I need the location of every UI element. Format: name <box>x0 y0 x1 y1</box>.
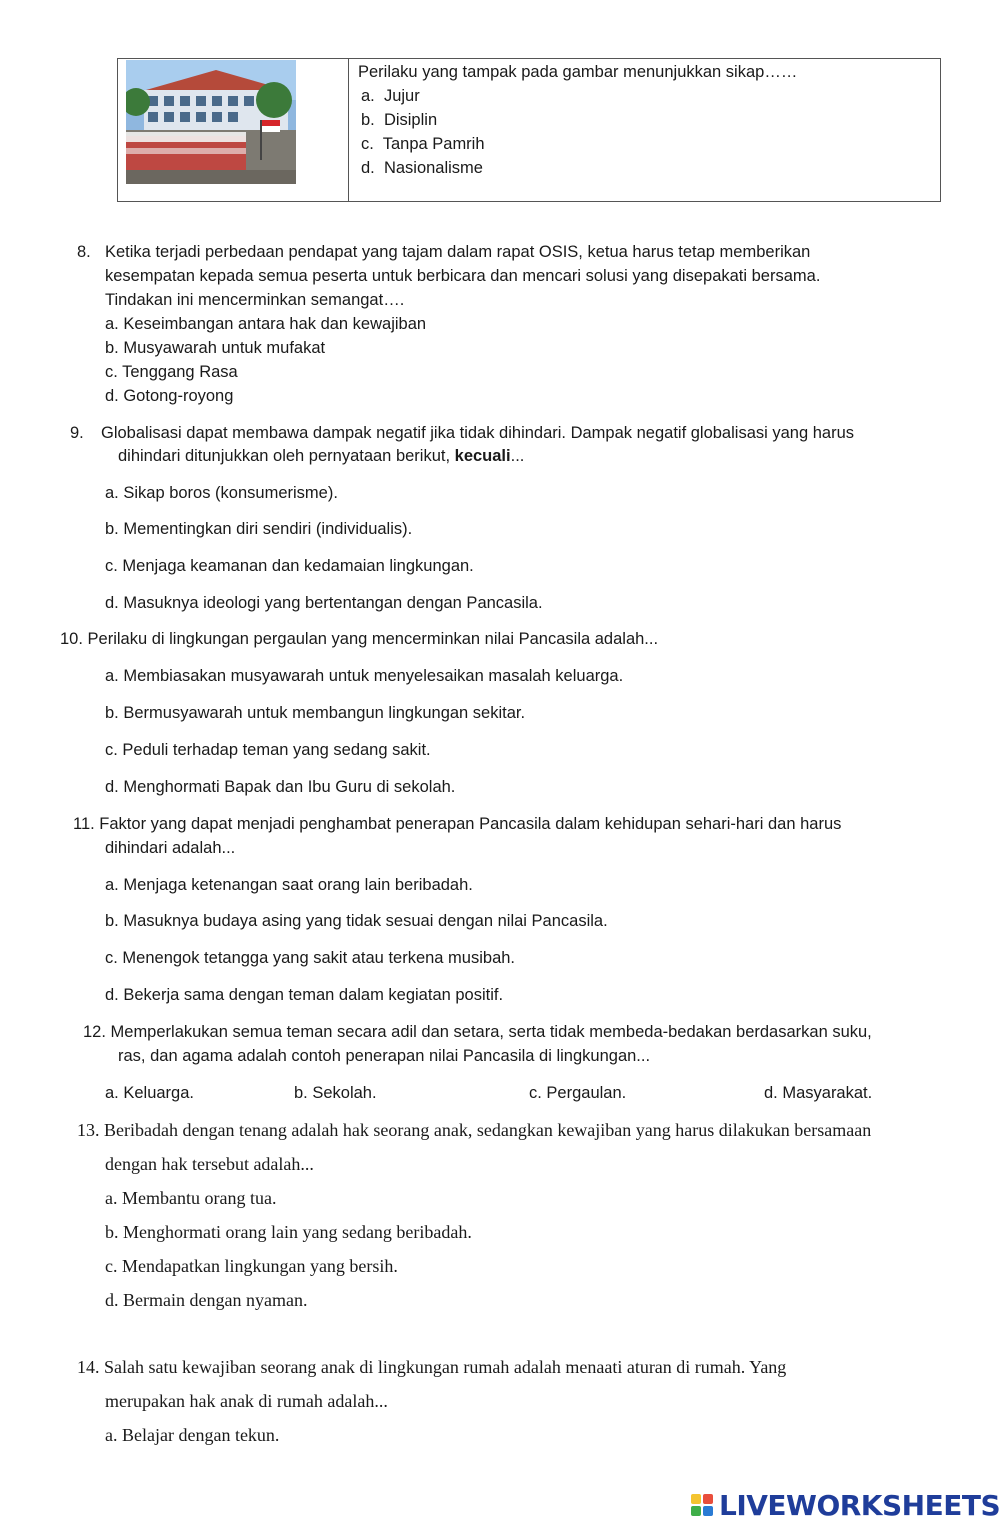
logo-square-red <box>703 1494 713 1504</box>
logo-wordmark: LIVEWORKSHEETS <box>719 1488 1000 1522</box>
q9-option-c: c. Menjaga keamanan dan kedamaian lingkungan. <box>105 557 474 575</box>
q11-option-a: a. Menjaga ketenangan saat orang lain beribadah. <box>105 876 473 894</box>
q9-line-1: Globalisasi dapat membawa dampak negatif jika tidak dihindari. Dampak negatif globalisasi yang harus <box>101 424 855 442</box>
q8-option-c: c. Tenggang Rasa <box>105 363 238 381</box>
q10-question: 10. Perilaku di lingkungan pergaulan yang mencerminkan nilai Pancasila adalah... <box>60 630 659 648</box>
logo-grid-icon <box>691 1494 713 1516</box>
q8-option-b: b. Musyawarah untuk mufakat <box>105 339 326 357</box>
q12-option-d: d. Masyarakat. <box>764 1084 873 1102</box>
q12-option-b: b. Sekolah. <box>294 1084 377 1102</box>
q14-option-a: a. Belajar dengan tekun. <box>105 1425 280 1445</box>
logo-square-green <box>691 1506 701 1516</box>
q8-number: 8. <box>77 243 91 261</box>
q8-option-a: a. Keseimbangan antara hak dan kewajiban <box>105 315 427 333</box>
q12-option-c: c. Pergaulan. <box>529 1084 627 1102</box>
q12-line-1: 12. Memperlakukan semua teman secara adil dan setara, serta tidak membeda-bedakan berdasarkan suku, <box>83 1023 872 1041</box>
liveworksheets-logo <box>691 1487 1000 1523</box>
q9-number: 9. <box>70 424 84 442</box>
q7-option-c: c. Tanpa Pamrih <box>361 135 485 153</box>
table-divider <box>348 59 349 201</box>
q9-option-d: d. Masuknya ideologi yang bertentangan dengan Pancasila. <box>105 594 543 612</box>
q10-option-a: a. Membiasakan musyawarah untuk menyelesaikan masalah keluarga. <box>105 667 624 685</box>
q13-option-c: c. Mendapatkan lingkungan yang bersih. <box>105 1256 398 1276</box>
logo-square-blue <box>703 1506 713 1516</box>
q14-line-1: 14. Salah satu kewajiban seorang anak di lingkungan rumah adalah menaati aturan di rumah. Yang <box>77 1357 787 1377</box>
q9-emphasis: kecuali <box>454 447 511 465</box>
q12-line-2: ras, dan agama adalah contoh penerapan nilai Pancasila di lingkungan... <box>118 1047 651 1065</box>
logo-square-yellow <box>691 1494 701 1504</box>
q8-line-2: kesempatan kepada semua peserta untuk berbicara dan mencari solusi yang disepakati bersama. <box>105 267 821 285</box>
q10-option-b: b. Bermusyawarah untuk membangun lingkungan sekitar. <box>105 704 526 722</box>
q12-option-a: a. Keluarga. <box>105 1084 194 1102</box>
q11-option-c: c. Menengok tetangga yang sakit atau terkena musibah. <box>105 949 516 967</box>
q8-line-1: Ketika terjadi perbedaan pendapat yang tajam dalam rapat OSIS, ketua harus tetap memberikan <box>105 243 811 261</box>
q8-line-3: Tindakan ini mencerminkan semangat…. <box>105 291 405 309</box>
q10-option-c: c. Peduli terhadap teman yang sedang sakit. <box>105 741 431 759</box>
q13-line-2: dengan hak tersebut adalah... <box>105 1154 314 1174</box>
q7-option-b: b. Disiplin <box>361 111 438 129</box>
school-flag-ceremony-photo <box>126 60 296 184</box>
q7-option-d: d. Nasionalisme <box>361 159 483 177</box>
q9-option-a: a. Sikap boros (konsumerisme). <box>105 484 338 502</box>
q14-line-2: merupakan hak anak di rumah adalah... <box>105 1391 388 1411</box>
q11-line-2: dihindari adalah... <box>105 839 236 857</box>
q8-option-d: d. Gotong-royong <box>105 387 234 405</box>
q13-option-b: b. Menghormati orang lain yang sedang beribadah. <box>105 1222 472 1242</box>
q11-option-d: d. Bekerja sama dengan teman dalam kegiatan positif. <box>105 986 504 1004</box>
q11-line-1: 11. Faktor yang dapat menjadi penghambat penerapan Pancasila dalam kehidupan sehari-hari dan harus <box>73 815 842 833</box>
q13-line-1: 13. Beribadah dengan tenang adalah hak seorang anak, sedangkan kewajiban yang harus dilakukan bersamaan <box>77 1120 872 1140</box>
q7-question: Perilaku yang tampak pada gambar menunjukkan sikap…… <box>358 63 798 81</box>
q13-option-d: d. Bermain dengan nyaman. <box>105 1290 308 1310</box>
q9-option-b: b. Mementingkan diri sendiri (individualis). <box>105 520 413 538</box>
q10-option-d: d. Menghormati Bapak dan Ibu Guru di sekolah. <box>105 778 456 796</box>
q11-option-b: b. Masuknya budaya asing yang tidak sesuai dengan nilai Pancasila. <box>105 912 608 930</box>
q7-option-a: a. Jujur <box>361 87 420 105</box>
q13-option-a: a. Membantu orang tua. <box>105 1188 277 1208</box>
q9-line-2: dihindari ditunjukkan oleh pernyataan berikut, kecuali... <box>118 447 525 465</box>
